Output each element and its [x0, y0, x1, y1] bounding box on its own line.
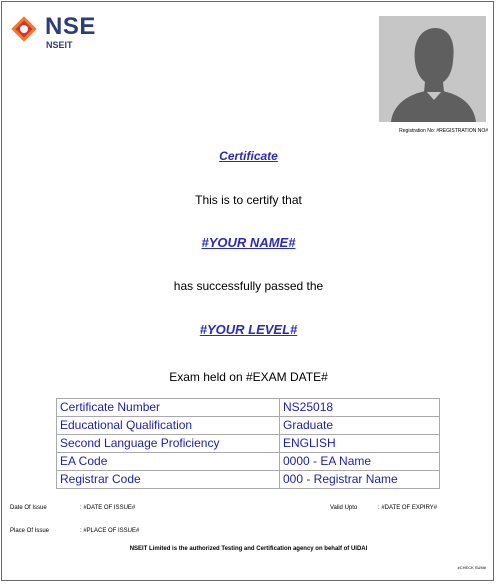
- authorization-note: NSEIT Limited is the authorized Testing and Certification agency on behalf of UIDAI: [129, 546, 368, 552]
- table-row: [57, 417, 440, 435]
- person-silhouette-icon: [379, 16, 486, 122]
- detail-label: Certificate Number: [57, 399, 280, 417]
- valid-upto-label: Valid Upto: [330, 505, 358, 511]
- table-row: [57, 399, 440, 417]
- registration-number: [399, 128, 488, 134]
- date-of-issue-label: Date Of Issue: [10, 505, 47, 511]
- date-of-issue-value: : #DATE OF ISSUE#: [80, 505, 136, 511]
- certificate-title: Certificate: [219, 149, 278, 163]
- detail-value: NS25018: [280, 399, 440, 417]
- detail-value: Graduate: [280, 417, 440, 435]
- details-table: [56, 398, 440, 489]
- nse-logo-mark-icon: [9, 14, 39, 44]
- exam-date-text: Exam held on #EXAM DATE#: [169, 370, 328, 384]
- passed-text: has successfully passed the: [173, 279, 324, 293]
- checksum: #CHECK SUM#: [457, 565, 486, 570]
- table-row: [57, 435, 440, 453]
- registration-label: Registration No:: [399, 128, 436, 134]
- certify-text: This is to certify that: [195, 193, 302, 207]
- candidate-photo: [379, 16, 486, 122]
- table-row: [57, 453, 440, 471]
- nse-logo: [9, 13, 129, 53]
- logo-subtitle: NSEIT: [46, 40, 73, 50]
- certificate-level: #YOUR LEVEL#: [199, 322, 298, 337]
- table-row: [57, 471, 440, 489]
- logo-brand-text: NSE: [45, 13, 96, 40]
- candidate-name: #YOUR NAME#: [201, 235, 296, 250]
- detail-value: ENGLISH: [280, 435, 440, 453]
- detail-label: Educational Qualification: [57, 417, 280, 435]
- detail-label: EA Code: [57, 453, 280, 471]
- valid-upto-value: : #DATE OF EXPIRY#: [378, 505, 438, 511]
- detail-value: 0000 - EA Name: [280, 453, 440, 471]
- detail-label: Second Language Proficiency: [57, 435, 280, 453]
- detail-label: Registrar Code: [57, 471, 280, 489]
- registration-value: #REGISTRATION NO#: [436, 128, 488, 134]
- place-of-issue-label: Place Of Issue: [10, 528, 50, 534]
- place-of-issue-value: : #PLACE OF ISSUE#: [80, 528, 140, 534]
- detail-value: 000 - Registrar Name: [280, 471, 440, 489]
